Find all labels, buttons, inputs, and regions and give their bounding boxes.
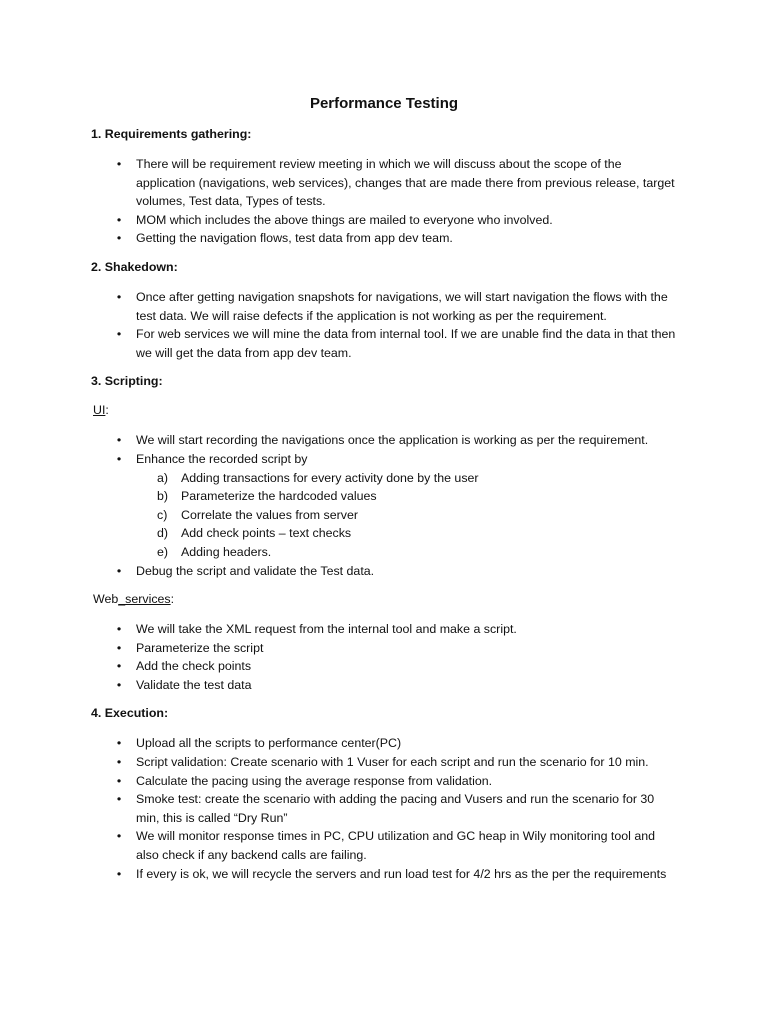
bullet-icon: • <box>116 677 122 692</box>
bullet-icon: • <box>116 212 122 227</box>
ui-label: UI <box>93 403 106 418</box>
list-item <box>0 865 768 884</box>
list-item <box>0 772 768 791</box>
list-item-text: Debug the script and validate the Test data. <box>136 563 375 578</box>
list-item-text: Upload all the scripts to performance center(PC) <box>136 736 402 751</box>
list-item <box>0 229 768 248</box>
web-services-label-underlined: _services <box>118 592 171 607</box>
bullet-icon: • <box>116 736 122 751</box>
list-item <box>0 431 768 450</box>
list-item-text: Calculate the pacing using the average response from validation. <box>136 773 493 788</box>
list-item-text: MOM which includes the above things are mailed to everyone who involved. <box>136 212 553 227</box>
list-item-text: If every is ok, we will recycle the servers and run load test for 4/2 hrs as the per the requirements <box>136 866 667 881</box>
list-item-text: We will monitor response times in PC, CPU utilization and GC heap in Wily monitoring tool and also check if any backend calls are failing. <box>136 829 656 863</box>
sublist-item <box>0 543 680 562</box>
bullet-icon: • <box>116 327 122 342</box>
sublist-marker: a) <box>157 470 169 485</box>
section-heading-requirements: 1. Requirements gathering: <box>91 127 252 141</box>
list-item-text: Parameterize the script <box>136 640 264 655</box>
requirements-list <box>0 155 768 248</box>
section-heading-scripting: 3. Scripting: <box>91 374 163 389</box>
list-item <box>0 288 768 325</box>
list-item <box>0 450 768 562</box>
execution-list <box>0 734 768 883</box>
list-item <box>0 657 768 676</box>
web-services-label-prefix: Web <box>93 592 119 607</box>
list-item <box>0 734 768 753</box>
list-item-text: Getting the navigation flows, test data from app dev team. <box>136 231 453 246</box>
list-item <box>0 155 768 211</box>
ui-subheading <box>93 401 768 420</box>
ui-scripting-list <box>0 431 768 580</box>
list-item-text: We will start recording the navigations once the application is working as per the requirement. <box>136 433 649 448</box>
bullet-icon: • <box>116 755 122 770</box>
sublist-marker: b) <box>157 489 169 504</box>
bullet-icon: • <box>116 451 122 466</box>
list-item <box>0 753 768 772</box>
list-item <box>0 827 768 864</box>
list-item-text: There will be requirement review meeting in which we will discuss about the scope of the application (navigations, web services), changes that are made there from previous release, target volumes, Test data, Types of tests. <box>136 157 675 209</box>
sublist-item-text: Adding headers. <box>181 544 272 559</box>
bullet-icon: • <box>116 563 122 578</box>
sublist-item <box>0 506 680 525</box>
list-item <box>0 211 768 230</box>
list-item <box>0 562 768 581</box>
sublist-item-text: Correlate the values from server <box>181 507 358 522</box>
list-item-text: For web services we will mine the data from internal tool. If we are unable find the data in that then we will get the data from app dev team. <box>136 327 676 360</box>
list-item <box>0 325 768 362</box>
sublist-item <box>0 469 680 488</box>
sublist-marker: d) <box>157 526 169 541</box>
list-item <box>0 620 768 639</box>
bullet-icon: • <box>116 792 122 807</box>
bullet-icon: • <box>116 157 122 171</box>
shakedown-list <box>0 288 768 362</box>
list-item <box>0 676 768 695</box>
bullet-icon: • <box>116 231 122 246</box>
list-item-text: Validate the test data <box>136 677 252 692</box>
bullet-icon: • <box>116 640 122 655</box>
bullet-icon: • <box>116 659 122 674</box>
sublist-marker: e) <box>157 544 169 559</box>
bullet-icon: • <box>116 289 122 304</box>
list-item <box>0 790 768 827</box>
sublist-item-text: Parameterize the hardcoded values <box>181 489 377 504</box>
bullet-icon: • <box>116 622 122 637</box>
sublist-item <box>0 524 680 543</box>
list-item <box>0 639 768 658</box>
ui-colon: : <box>105 403 109 418</box>
section-heading-execution: 4. Execution: <box>91 706 169 721</box>
web-services-list <box>0 620 768 694</box>
list-item-text: Smoke test: create the scenario with adding the pacing and Vusers and run the scenario for 30 min, this is called “Dry Run” <box>136 792 655 825</box>
list-item-text: Add the check points <box>136 659 252 674</box>
sublist-marker: c) <box>157 507 168 522</box>
web-services-colon: : <box>170 592 175 607</box>
list-item-text: Script validation: Create scenario with 1 Vuser for each script and run the scenario for 10 min. <box>136 755 649 770</box>
list-item-text: Enhance the recorded script by <box>136 451 308 466</box>
sublist-item <box>0 487 680 506</box>
bullet-icon: • <box>116 773 122 788</box>
section-heading-shakedown: 2. Shakedown: <box>91 259 178 274</box>
sublist-item-text: Add check points – text checks <box>181 526 352 541</box>
list-item-text: We will take the XML request from the internal tool and make a script. <box>136 622 517 637</box>
list-item-text: Once after getting navigation snapshots for navigations, we will start navigation the flows with the test data. We will raise defects if the application is not working as per the requirement. <box>136 289 668 323</box>
sublist-item-text: Adding transactions for every activity done by the user <box>181 470 479 485</box>
enhance-sublist <box>0 469 680 562</box>
bullet-icon: • <box>116 433 122 448</box>
document-title: Performance Testing <box>309 95 459 112</box>
web-services-subheading <box>93 590 768 609</box>
bullet-icon: • <box>116 866 122 881</box>
bullet-icon: • <box>116 829 122 844</box>
